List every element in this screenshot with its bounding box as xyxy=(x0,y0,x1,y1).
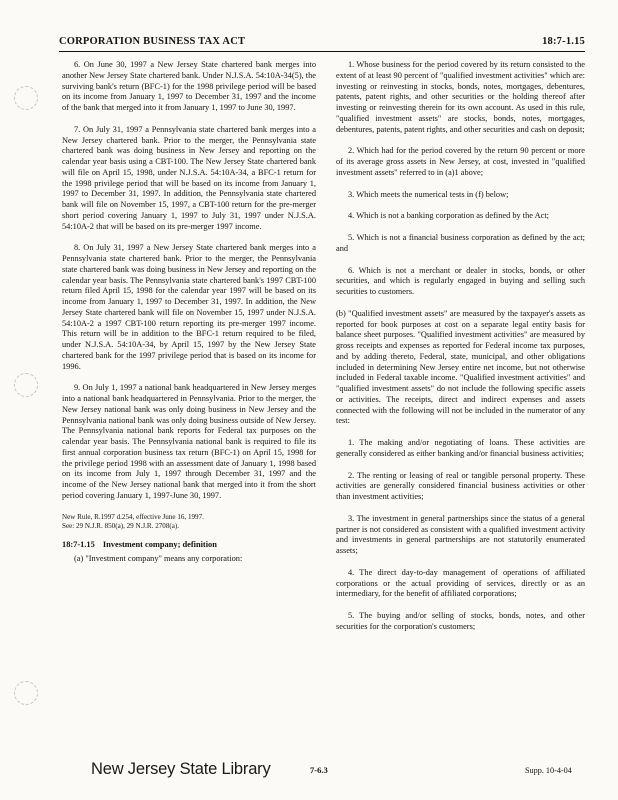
item-a5: 5. Which is not a financial business corporation as defined by the act; and xyxy=(336,233,585,253)
section-heading xyxy=(62,540,316,551)
item-a6: 6. Which is not a merchant or dealer in stocks, bonds, or other securities, and which is regularly engaged in buying and selling such securities to customers. xyxy=(336,265,585,296)
left-column xyxy=(62,60,316,576)
header-rule xyxy=(59,51,585,52)
punch-hole-bottom xyxy=(14,681,38,705)
library-watermark: New Jersey State Library xyxy=(91,760,271,778)
running-header xyxy=(59,36,585,50)
item-b3: 3. The investment in general partnerships since the status of a general partner is not considered as consistent with a qualified investment activity and investments in general partnerships are not statutorily enumerated assets; xyxy=(336,513,585,555)
section-title: Investment company; definition xyxy=(102,539,217,549)
header-section-ref: 18:7-1.15 xyxy=(542,36,585,47)
example-9: 9. On July 1, 1997 a national bank headquartered in New Jersey merges into a national bank headquartered in Pennsylvania. Prior to the merger, the New Jersey national bank was only doing business in New Jersey and the Pennsylvania national bank was only doing business outside of New Jersey. The Pennsylvania national bank reports for Federal tax purposes on the calendar year basis. The Pennsylvania national bank is required to file its first annual corporation business tax return (BFC-1) on April 15, 1998 for the privilege period 1998 with an assessment date of January 1, 1998 based on its income from July 1, 1997 through December 31, 1997 and the income of the New Jersey national bank that merged into it from the short period covering January 1, 1997-June 30, 1997. xyxy=(62,383,316,500)
subsection-b: (b) "Qualified investment assets" are measured by the taxpayer's assets as reported for book purposes at cost on a separate legal entity basis for balance sheet purposes. "Qualified investment activities" are measured by gross receipts and expenses as reported for Federal income tax purposes, and by adding thereto, Federal, state, municipal, and other obligations included in determining New Jersey entire net income, but not otherwise included in Federal taxable income. "Qualified investment activities" and "qualified investment assets" do not include the following specific assets or activities. The receipts, direct and indirect expenses and assets connected with the following will not be included in the numerator of any test: xyxy=(336,308,585,426)
history-line-2: See: 29 N.J.R. 850(a), 29 N.J.R. 2708(a). xyxy=(62,521,180,530)
example-6: 6. On June 30, 1997 a New Jersey State chartered bank merges into another New Jersey State chartered bank. Under N.J.S.A. 54:10A-34(5), the surviving bank's return (BFC-1) for the 1998 privilege period will be based on its income from January 1, 1997 to December 31, 1997 and the income of the bank that merged into it from January 1, 1997 to June 30, 1997. xyxy=(62,60,316,112)
example-7: 7. On July 31, 1997 a Pennsylvania state chartered bank merges into a New Jersey chartered bank. Prior to the merger, the Pennsylvania state chartered bank was doing business in New Jersey and reporting on the calendar year basis using a CBT-100. The New Jersey State chartered bank will file on April 15, 1998, under N.J.S.A. 54:10A-34, a BFC-1 return for the 1998 privilege period that will be based on its income from January 1, 1997 to December 31, 1997. In addition, the Pennsylvania state chartered bank will file on November 15, 1997, a CBT-100 return for the pre-merger short period covering January 1, 1997 to July 31, 1997 under N.J.S.A. 54:10A-2 that will be based on its pre-merger 1997 income. xyxy=(62,124,316,231)
item-b4: 4. The direct day-to-day management of operations of affiliated corporations or the actual providing of services, directly or as an intermediary, for the benefit of affiliated corporations; xyxy=(336,567,585,599)
rule-history xyxy=(62,513,316,531)
item-b5: 5. The buying and/or selling of stocks, bonds, notes, and other securities for the corporation's customers; xyxy=(336,611,585,631)
punch-hole-top xyxy=(14,86,38,110)
punch-hole-middle xyxy=(14,373,38,397)
section-number: 18:7-1.15 xyxy=(62,539,95,549)
subsection-a: (a) "Investment company" means any corporation: xyxy=(74,554,243,564)
item-a4: 4. Which is not a banking corporation as defined by the Act; xyxy=(348,211,549,221)
header-title: CORPORATION BUSINESS TAX ACT xyxy=(59,36,246,47)
item-a3: 3. Which meets the numerical tests in (f) below; xyxy=(348,189,509,199)
right-column xyxy=(336,60,585,644)
item-a1: 1. Whose business for the period covered by its return consisted to the extent of at least 90 percent of "qualified investment activities" which are: investing or reinvesting in stocks, bonds, notes, mortgages, debentures, patents, patent rights, and other securities or the holding thereof after investing or reinvesting therein for its own account. As used in this rule, "qualified investment assets" are stocks, bonds, notes, mortgages, debentures, patents, patent rights, and other securities and cash on deposit; xyxy=(336,60,585,134)
example-8: 8. On July 31, 1997 a New Jersey State chartered bank merges into a Pennsylvania state chartered bank. Prior to the merger, the Pennsylvania state chartered bank was doing business in New Jersey and reporting on the calendar year basis. The Pennsylvania state chartered bank's 1997 CBT-100 return filed April 15, 1998 for the calendar year 1997 will be based on its income from January 1, 1997 to December 31, 1997. In addition, the New Jersey State chartered bank will file on November 15, 1997 under N.J.S.A. 54:10A-2 a 1997 CBT-100 return reporting its pre-merger 1997 income. This return will be in addition to the BFC-1 return required to be filed, under N.J.S.A. 54:10A-34, by April 15, 1997 by the New Jersey State chartered bank for the 1997 privilege period that is based on its income for 1996. xyxy=(62,243,316,371)
item-a2: 2. Which had for the period covered by the return 90 percent or more of its average gross assets in New Jersey, at cost, invested in "qualified investment assets" referred to in (a)1 above; xyxy=(336,146,585,177)
item-b1: 1. The making and/or negotiating of loans. These activities are generally considered as either banking and/or financial business activities; xyxy=(336,438,585,458)
page-number: 7-6.3 xyxy=(310,765,328,775)
history-line-1: New Rule, R.1997 d.254, effective June 16, 1997. xyxy=(62,512,204,521)
supplement-date: Supp. 10-4-04 xyxy=(525,766,572,775)
item-b2: 2. The renting or leasing of real or tangible personal property. These activities are generally considered financial business activities or other than investment activities; xyxy=(336,470,585,501)
